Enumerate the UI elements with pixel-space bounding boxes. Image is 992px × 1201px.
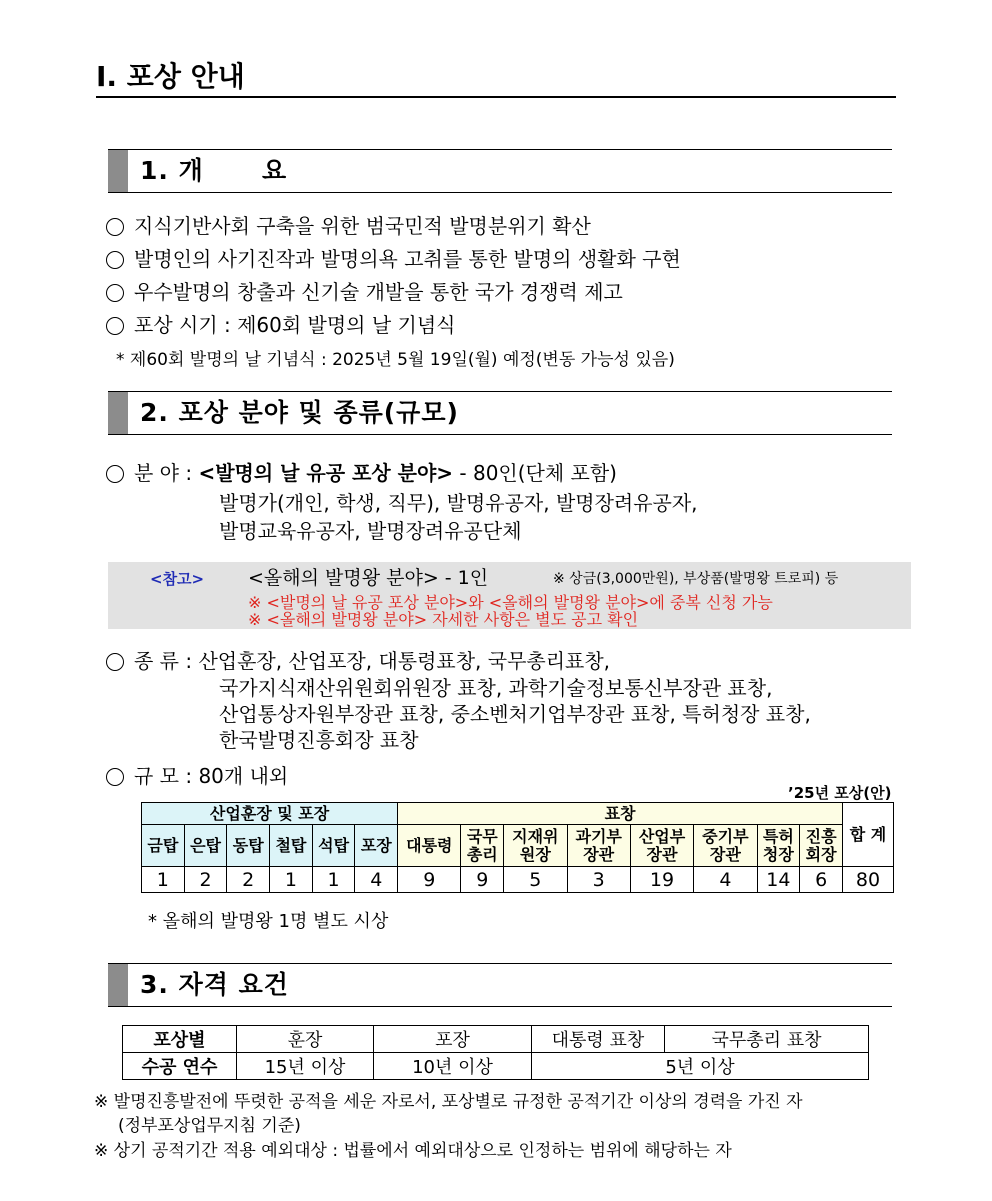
group-header-medals: 산업훈장 및 포장 [142, 803, 398, 825]
section-header-overview [108, 149, 892, 193]
column-header-line: 금탑 [147, 835, 179, 855]
scale-total-cell: 80 [843, 867, 894, 893]
section-header-qualification [108, 963, 892, 1007]
reference-prize: ※ 상금(3,000만원), 부상품(발명왕 트로피) 등 [553, 571, 839, 587]
field-highlight: <발명의 날 유공 포상 분야> [198, 461, 454, 485]
kinds-text: 산업훈장, 산업포장, 대통령표창, 국무총리표창, [198, 649, 611, 673]
column-header-line: 산업부 [638, 826, 686, 846]
field-label: 분 야 : [134, 461, 193, 485]
scale-value-cell: 14 [757, 867, 800, 893]
scale-value-cell: 1 [312, 867, 355, 893]
section-marker [108, 392, 128, 434]
scale-column-header [461, 825, 504, 867]
field-count: - 80인(단체 포함) [453, 461, 617, 485]
scale-column-header [227, 825, 270, 867]
scale-column-header [355, 825, 398, 867]
circle-bullet-icon [106, 251, 124, 269]
column-header-line: 회장 [805, 844, 837, 864]
qualification-type: 대통령 표창 [532, 1026, 665, 1053]
group-header-commendations: 표창 [398, 803, 843, 825]
circle-bullet-icon [106, 284, 124, 302]
list-item [106, 210, 591, 243]
qualification-note-2: ※ 상기 공적기간 적용 예외대상 : 법률에서 예외대상으로 인정하는 범위에 해당하는 자 [94, 1141, 732, 1161]
list-item-text: 포상 시기 : 제60회 발명의 날 기념식 [134, 313, 456, 337]
kinds-label: 종 류 : [134, 649, 193, 673]
scale-value-cell: 1 [142, 867, 185, 893]
reference-main: <올해의 발명왕 분야> - 1인 [248, 567, 489, 589]
scale-column-header [504, 825, 567, 867]
scale-column-header [312, 825, 355, 867]
scale-value-cell: 4 [694, 867, 757, 893]
page-title-text: Ⅰ. 포상 안내 [96, 60, 245, 93]
column-header-line: 장관 [583, 844, 615, 864]
scale-column-header [694, 825, 757, 867]
reference-box [108, 562, 911, 629]
scale-table [141, 802, 894, 893]
scale-value-cell: 2 [184, 867, 227, 893]
scale-value-cell: 9 [398, 867, 461, 893]
scale-value-cell: 1 [270, 867, 313, 893]
scale-column-header [630, 825, 693, 867]
scale-value: 80개 내외 [198, 764, 289, 788]
scale-label: 규 모 : [134, 764, 193, 788]
column-header-line: 중기부 [702, 826, 749, 846]
circle-bullet-icon [106, 218, 124, 236]
scale-item [106, 760, 288, 793]
scale-value-cell: 9 [461, 867, 504, 893]
circle-bullet-icon [106, 317, 124, 335]
scale-column-header [270, 825, 313, 867]
list-item [106, 243, 681, 276]
field-item [106, 457, 617, 490]
column-header-line: 청장 [762, 844, 794, 864]
column-header-line: 원장 [519, 844, 551, 864]
reference-tag: <참고> [150, 570, 205, 588]
scale-value-cell: 19 [630, 867, 693, 893]
section-header-fields [108, 391, 892, 435]
column-header-line: 장관 [709, 844, 741, 864]
scale-values-row [142, 867, 894, 893]
qualification-note-1b: (정부포상업무지침 기준) [118, 1116, 301, 1136]
scale-value-cell: 5 [504, 867, 567, 893]
scale-column-headers [142, 825, 894, 867]
section-marker [108, 964, 128, 1006]
section-title: 3. 자격 요건 [140, 970, 289, 999]
reference-note-details: ※ <올해의 발명왕 분야> 자세한 사항은 별도 공고 확인 [248, 610, 639, 629]
list-item [106, 276, 623, 309]
column-header-line: 은탑 [190, 835, 221, 855]
field-detail-1: 발명가(개인, 학생, 직무), 발명유공자, 발명장려유공자, [219, 491, 698, 515]
column-header-line: 석탑 [318, 835, 350, 855]
total-header: 합 계 [843, 803, 894, 867]
list-item [106, 309, 456, 342]
scale-column-header [567, 825, 630, 867]
qualification-header: 포상별 [123, 1026, 237, 1053]
scale-column-header [184, 825, 227, 867]
qualification-type: 훈장 [237, 1026, 374, 1053]
field-detail-2: 발명교육유공자, 발명장려유공단체 [219, 519, 522, 543]
scale-column-header [757, 825, 800, 867]
kinds-detail-2: 산업통상자원부장관 표창, 중소벤처기업부장관 표창, 특허청장 표창, [219, 702, 811, 726]
scale-value-cell: 3 [567, 867, 630, 893]
qualification-type: 포장 [374, 1026, 532, 1053]
column-header-line: 국무 [466, 826, 498, 846]
kinds-detail-1: 국가지식재산위원회위원장 표창, 과학기술정보통신부장관 표창, [219, 676, 773, 700]
scale-caption: ’25년 포상(안) [788, 784, 892, 802]
section-title: 2. 포상 분야 및 종류(규모) [140, 398, 459, 427]
section-marker [108, 150, 128, 192]
qualification-note-1: ※ 발명진흥발전에 뚜렷한 공적을 세운 자로서, 포상별로 규정한 공적기간 이상의 경력을 가진 자 [94, 1092, 803, 1112]
qualification-years: 15년 이상 [237, 1053, 374, 1080]
list-item-text: 발명인의 사기진작과 발명의욕 고취를 통한 발명의 생활화 구현 [134, 247, 681, 271]
overview-note: * 제60회 발명의 날 기념식 : 2025년 5월 19일(월) 예정(변동 가능성 있음) [116, 350, 675, 370]
column-header-line: 철탑 [275, 835, 307, 855]
column-header-line: 진흥 [805, 826, 837, 846]
column-header-line: 장관 [646, 844, 678, 864]
column-header-line: 지재위 [512, 826, 559, 846]
scale-note: * 올해의 발명왕 1명 별도 시상 [148, 911, 389, 932]
column-header-line: 동탑 [232, 835, 264, 855]
circle-bullet-icon [106, 465, 124, 483]
column-header-line: 대통령 [406, 835, 453, 855]
list-item-text: 우수발명의 창출과 신기술 개발을 통한 국가 경쟁력 제고 [134, 280, 623, 304]
qualification-years: 10년 이상 [374, 1053, 532, 1080]
scale-value-cell: 2 [227, 867, 270, 893]
scale-column-header [800, 825, 843, 867]
circle-bullet-icon [106, 653, 124, 671]
column-header-line: 특허 [762, 826, 794, 846]
scale-column-header [398, 825, 461, 867]
scale-column-header [142, 825, 185, 867]
scale-value-cell: 4 [355, 867, 398, 893]
scale-value-cell: 6 [800, 867, 843, 893]
column-header-line: 포장 [360, 835, 392, 855]
qualification-header: 수공 연수 [123, 1053, 237, 1080]
qualification-type: 국무총리 표창 [665, 1026, 869, 1053]
column-header-line: 총리 [466, 844, 498, 864]
section-title: 1. 개 요 [140, 156, 288, 185]
column-header-line: 과기부 [575, 826, 622, 846]
circle-bullet-icon [106, 768, 124, 786]
qualification-years: 5년 이상 [532, 1053, 869, 1080]
page-title [96, 58, 896, 98]
kinds-detail-3: 한국발명진흥회장 표창 [219, 728, 419, 752]
list-item-text: 지식기반사회 구축을 위한 범국민적 발명분위기 확산 [134, 214, 591, 238]
reference-note-duplicate: ※ <발명의 날 유공 포상 분야>와 <올해의 발명왕 분야>에 중복 신청 가능 [248, 593, 773, 612]
qualification-table [122, 1025, 869, 1080]
